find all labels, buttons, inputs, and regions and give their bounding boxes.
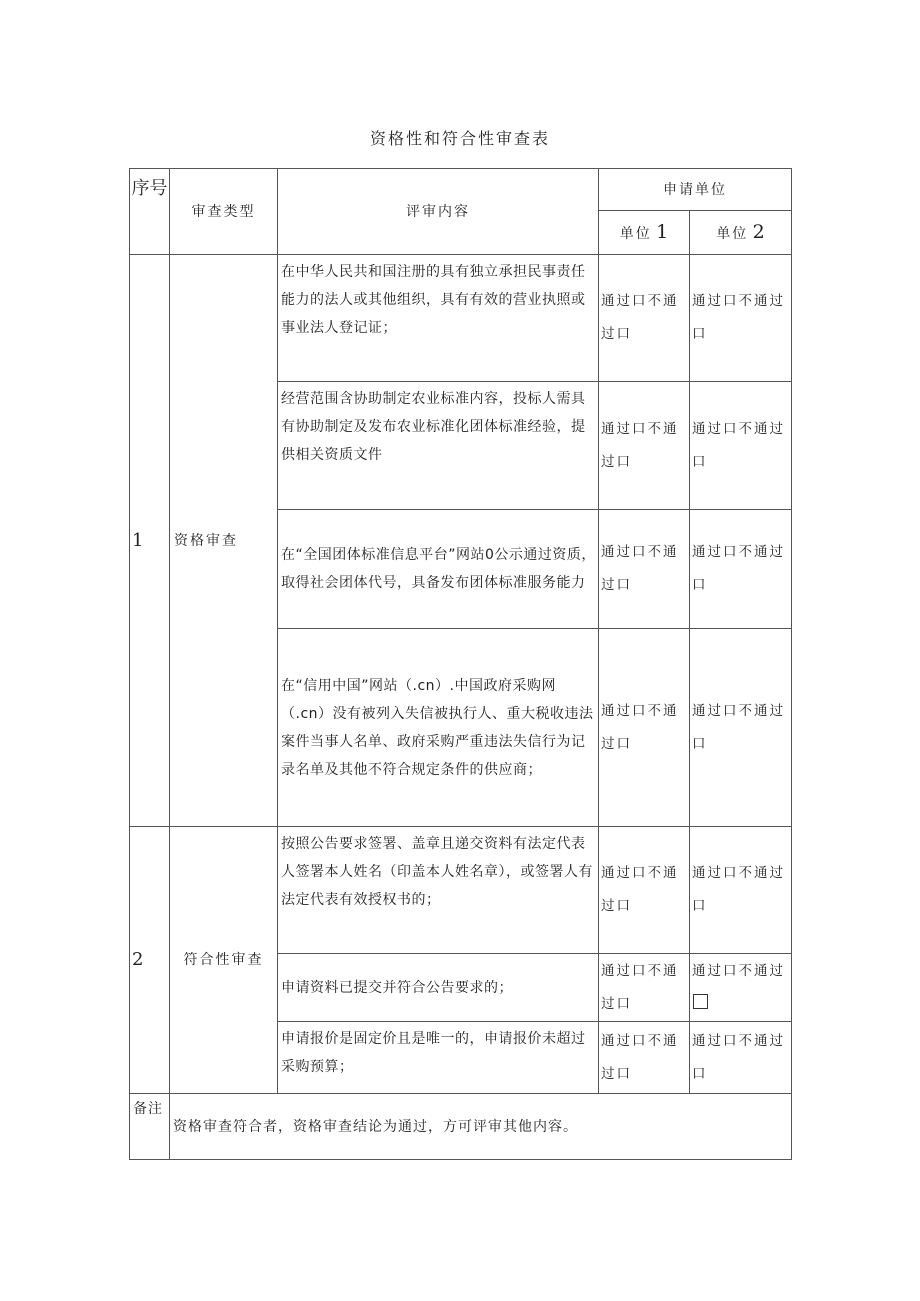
unit-1-result[interactable]: 通过口不通过口 [599,827,690,954]
unit-2-result[interactable]: 通过口不通过口 [690,629,792,827]
unit-2-result[interactable]: 通过口不通过口 [690,382,792,510]
note-text: 资格审查符合者，资格审查结论为通过，方可评审其他内容。 [170,1094,792,1160]
review-content: 按照公告要求签署、盖章且递交资料有法定代表人签署本人姓名（印盖本人姓名章），或签署人有法定代表有效授权书的； [278,827,599,954]
unit-2-result[interactable]: 通过口不通过口 [690,827,792,954]
review-table [129,168,792,1160]
table-row [130,255,792,382]
review-content: 申请报价是固定价且是唯一的，申请报价未超过采购预算； [278,1022,599,1094]
unit-1-result[interactable]: 通过口不通过口 [599,954,690,1022]
header-seq: 序号 [130,169,170,255]
unit-1-result[interactable]: 通过口不通过口 [599,255,690,382]
unit-2-result[interactable]: 通过口不通过口 [690,1022,792,1094]
header-unit-2: 单位 2 [690,211,792,255]
header-type: 审查类型 [170,169,278,255]
unit-1-result[interactable]: 通过口不通过口 [599,629,690,827]
page-title: 资格性和符合性审查表 [369,129,550,148]
review-content: 申请资料已提交并符合公告要求的； [278,954,599,1022]
unit-1-result[interactable]: 通过口不通过口 [599,510,690,629]
review-content: 在“全国团体标准信息平台”网站0公示通过资质，取得社会团体代号，具备发布团体标准服务能力 [278,510,599,629]
header-unit-1: 单位 1 [599,211,690,255]
group-type: 符合性审查 [170,827,278,1094]
review-content: 经营范围含协助制定农业标准内容，投标人需具有协助制定及发布农业标准化团体标准经验，提供相关资质文件 [278,382,599,510]
group-type: 资格审查 [170,255,278,827]
note-label: 备注 [130,1094,170,1160]
group-seq: 1 [130,255,170,827]
note-row [130,1094,792,1160]
header-content: 评审内容 [278,169,599,255]
group-seq: 2 [130,827,170,1094]
unit-2-result[interactable]: 通过口不通过口 [690,255,792,382]
unit-2-result[interactable]: 通过口不通过口 [690,510,792,629]
unit-1-result[interactable]: 通过口不通过口 [599,1022,690,1094]
review-content: 在“信用中国”网站（.cn）.中国政府采购网（.cn）没有被列入失信被执行人、重大税收违法案件当事人名单、政府采购严重违法失信行为记录名单及其他不符合规定条件的供应商； [278,629,599,827]
table-row [130,827,792,954]
review-content: 在中华人民共和国注册的具有独立承担民事责任能力的法人或其他组织，具有有效的营业执照或事业法人登记证； [278,255,599,382]
unit-2-result[interactable]: 通过口不通过 [690,954,792,1022]
unit-1-result[interactable]: 通过口不通过口 [599,382,690,510]
checkbox-icon[interactable] [693,994,708,1009]
header-applicant: 申请单位 [599,169,792,211]
